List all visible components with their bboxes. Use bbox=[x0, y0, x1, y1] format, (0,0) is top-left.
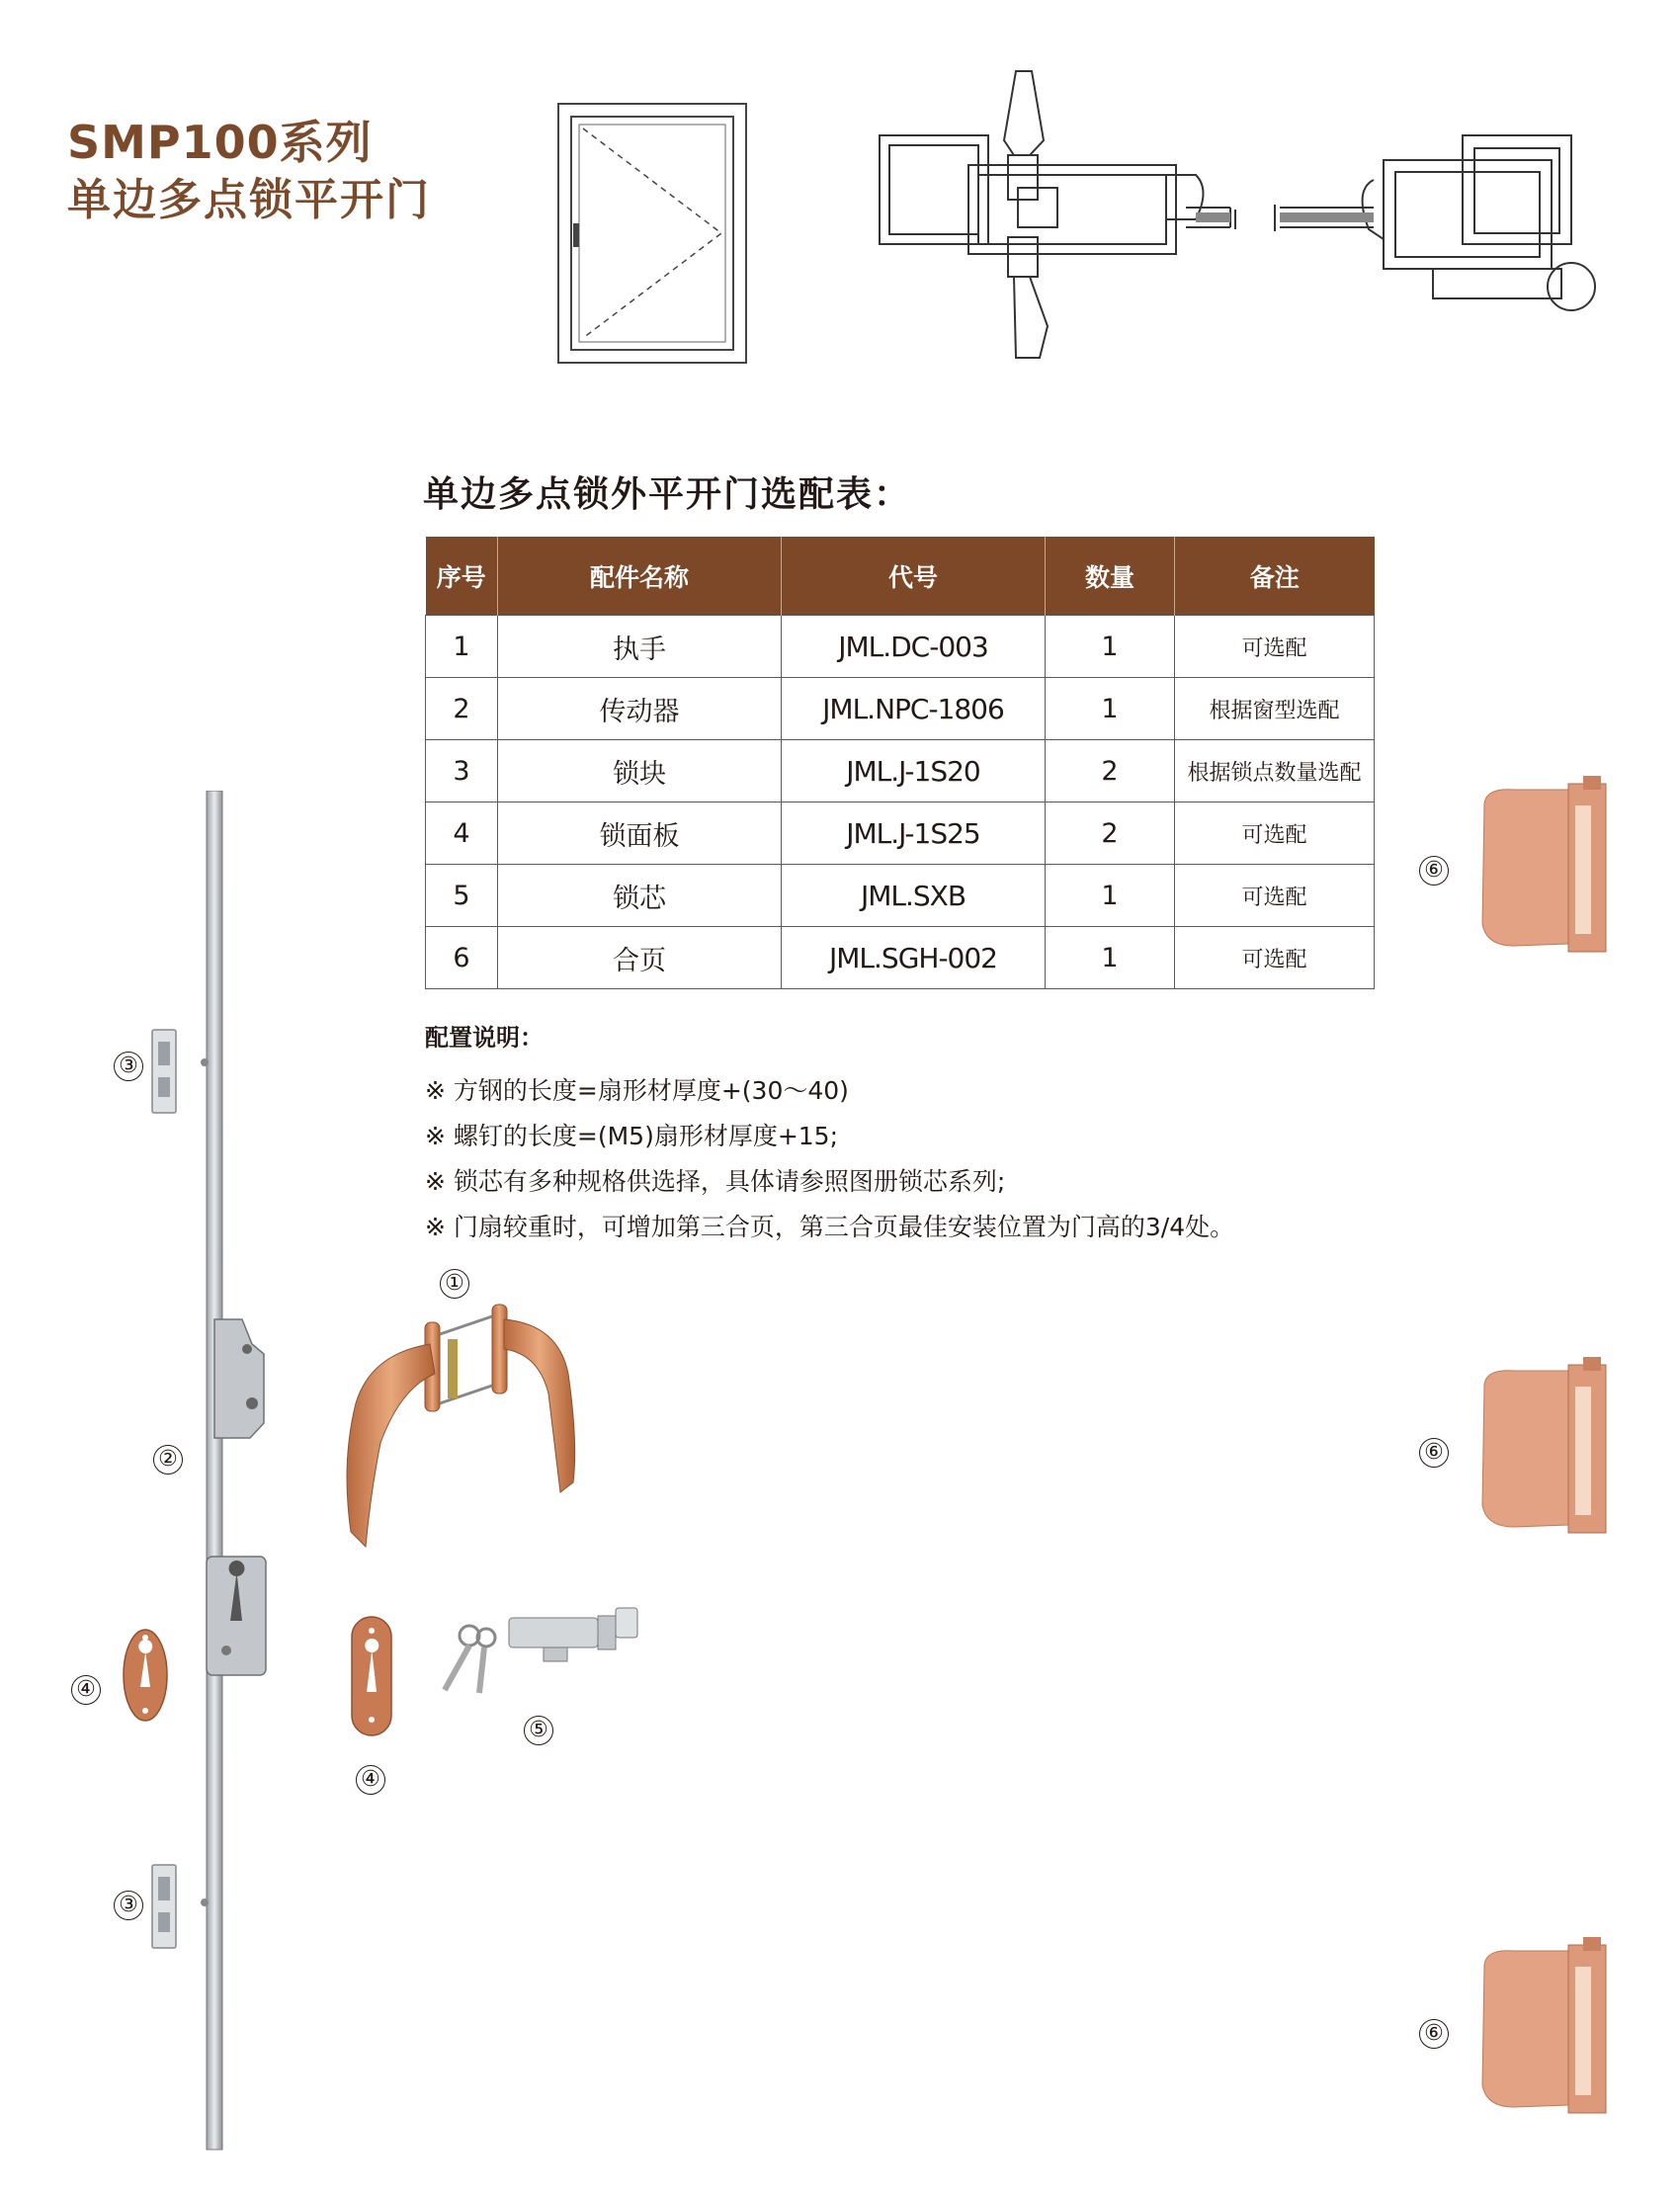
cell-code: JML.J-1S25 bbox=[782, 802, 1046, 865]
cell-code: JML.DC-003 bbox=[782, 616, 1046, 678]
col-header-qty: 数量 bbox=[1046, 537, 1175, 616]
callout-4-left: ④ bbox=[71, 1675, 101, 1705]
callout-6-middle: ⑥ bbox=[1419, 1438, 1449, 1468]
faceplate-left-image bbox=[121, 1626, 170, 1725]
cell-qty: 1 bbox=[1046, 865, 1175, 927]
callout-3-bottom: ③ bbox=[114, 1891, 143, 1920]
cell-name: 传动器 bbox=[498, 678, 782, 740]
cell-code: JML.NPC-1806 bbox=[782, 678, 1046, 740]
col-header-name: 配件名称 bbox=[498, 537, 782, 616]
col-header-code: 代号 bbox=[782, 537, 1046, 616]
door-elevation-diagram bbox=[553, 99, 751, 368]
cell-note: 可选配 bbox=[1175, 927, 1375, 989]
cell-note: 可选配 bbox=[1175, 802, 1375, 865]
notes-title: 配置说明： bbox=[425, 1024, 544, 1052]
callout-6-top: ⑥ bbox=[1419, 856, 1449, 886]
cell-qty: 1 bbox=[1046, 678, 1175, 740]
cell-no: 5 bbox=[426, 865, 498, 927]
cell-note: 根据窗型选配 bbox=[1175, 678, 1375, 740]
cell-qty: 1 bbox=[1046, 616, 1175, 678]
series-title: SMP100系列 bbox=[67, 116, 373, 169]
col-header-no: 序号 bbox=[426, 537, 498, 616]
table-row bbox=[426, 678, 1375, 740]
cell-note: 可选配 bbox=[1175, 616, 1375, 678]
hinge-image-bottom bbox=[1474, 1937, 1613, 2125]
cell-no: 6 bbox=[426, 927, 498, 989]
table-heading: 单边多点锁外平开门选配表： bbox=[423, 474, 912, 515]
callout-2: ② bbox=[153, 1445, 183, 1475]
cell-qty: 1 bbox=[1046, 927, 1175, 989]
lock-cylinder-image bbox=[425, 1606, 642, 1700]
hinge-image-middle bbox=[1474, 1357, 1613, 1545]
callout-1: ① bbox=[440, 1269, 469, 1299]
door-handle-image bbox=[331, 1295, 608, 1561]
cell-note: 根据锁点数量选配 bbox=[1175, 740, 1375, 802]
callout-6-bottom: ⑥ bbox=[1419, 2019, 1449, 2049]
col-header-note: 备注 bbox=[1175, 537, 1375, 616]
table-header-row bbox=[426, 537, 1375, 616]
cell-code: JML.SGH-002 bbox=[782, 927, 1046, 989]
cell-no: 3 bbox=[426, 740, 498, 802]
lock-keeper-top-image bbox=[150, 1028, 180, 1117]
table-row bbox=[426, 865, 1375, 927]
table-row bbox=[426, 616, 1375, 678]
profile-section-diagram bbox=[870, 61, 1631, 370]
cell-name: 锁块 bbox=[498, 740, 782, 802]
cell-name: 执手 bbox=[498, 616, 782, 678]
table-row bbox=[426, 740, 1375, 802]
note-item: ※ 门扇较重时，可增加第三合页，第三合页最佳安装位置为门高的3/4处。 bbox=[425, 1213, 1235, 1241]
cell-note: 可选配 bbox=[1175, 865, 1375, 927]
product-title: 单边多点锁平开门 bbox=[67, 175, 431, 225]
config-notes bbox=[425, 1018, 1234, 1250]
cell-code: JML.SXB bbox=[782, 865, 1046, 927]
cell-name: 锁面板 bbox=[498, 802, 782, 865]
callout-3-top: ③ bbox=[114, 1052, 143, 1081]
cell-no: 1 bbox=[426, 616, 498, 678]
cell-no: 2 bbox=[426, 678, 498, 740]
note-item: ※ 方钢的长度=扇形材厚度+(30～40) bbox=[425, 1076, 849, 1105]
spec-table bbox=[425, 537, 1375, 989]
table-row bbox=[426, 927, 1375, 989]
cell-name: 锁芯 bbox=[498, 865, 782, 927]
cell-qty: 2 bbox=[1046, 740, 1175, 802]
hinge-image-top bbox=[1474, 776, 1613, 964]
cell-code: JML.J-1S20 bbox=[782, 740, 1046, 802]
cell-qty: 2 bbox=[1046, 802, 1175, 865]
lock-keeper-bottom-image bbox=[150, 1863, 180, 1952]
faceplate-right-image bbox=[348, 1613, 397, 1741]
cell-name: 合页 bbox=[498, 927, 782, 989]
cell-no: 4 bbox=[426, 802, 498, 865]
table-row bbox=[426, 802, 1375, 865]
note-item: ※ 锁芯有多种规格供选择，具体请参照图册锁芯系列; bbox=[425, 1167, 1006, 1196]
note-item: ※ 螺钉的长度=(M5)扇形材厚度+15; bbox=[425, 1122, 839, 1150]
callout-4-right: ④ bbox=[356, 1765, 385, 1795]
multipoint-lock-rod-image bbox=[193, 791, 282, 2154]
callout-5: ⑤ bbox=[524, 1716, 553, 1745]
